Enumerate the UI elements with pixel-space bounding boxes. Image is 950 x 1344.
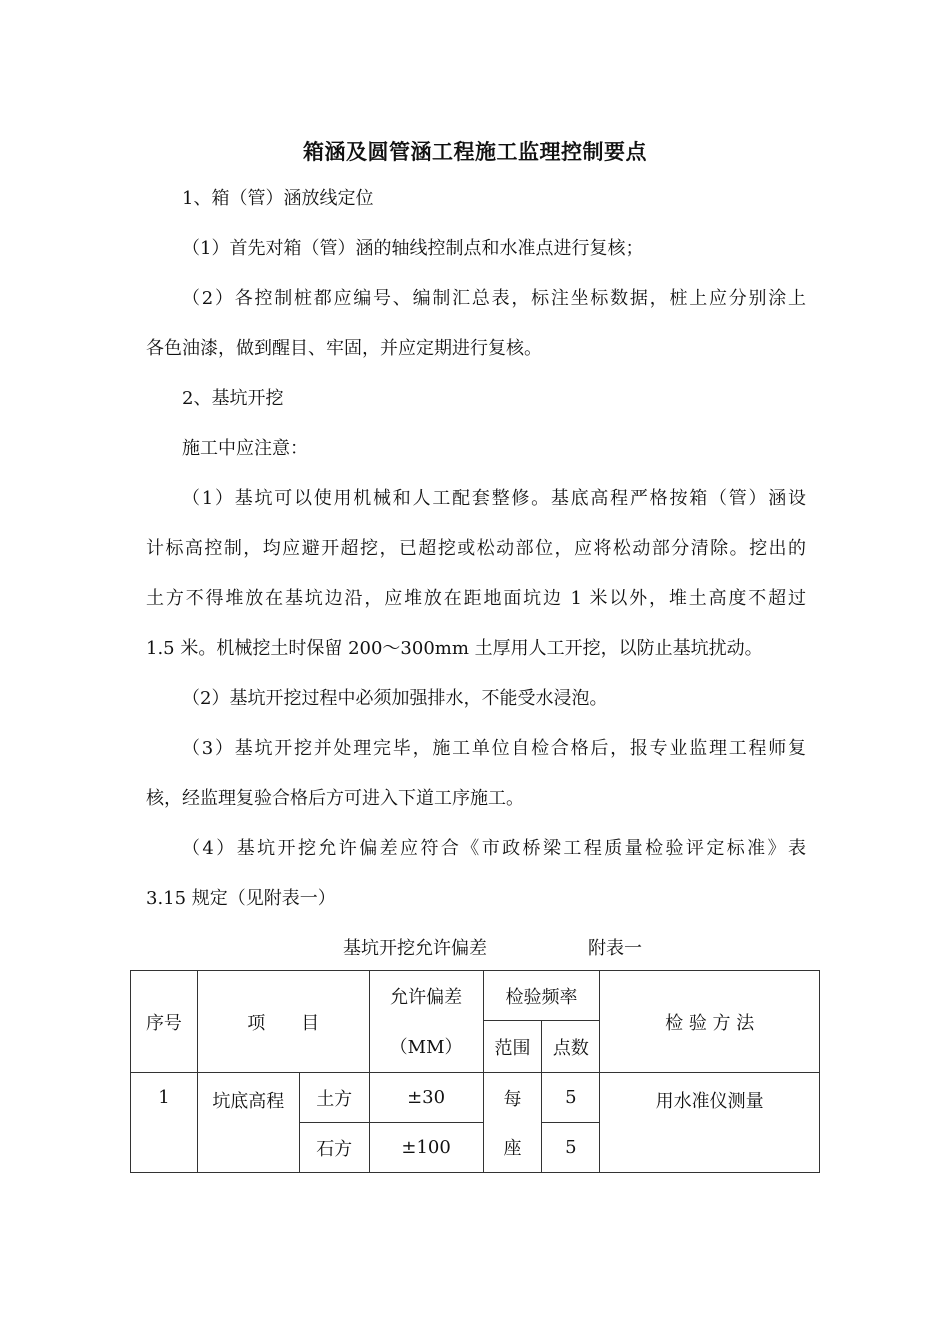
header-range: 范围	[483, 1021, 542, 1073]
header-tolerance-line1: 允许偏差	[369, 971, 483, 1021]
header-points: 点数	[542, 1021, 600, 1073]
document-title: 箱涵及圆管涵工程施工监理控制要点	[303, 139, 647, 164]
row-item: 坑底高程	[197, 1073, 299, 1173]
paragraph-2-2: （2）基坑开挖过程中必须加强排水，不能受水浸泡。	[182, 688, 608, 709]
header-frequency: 检验频率	[483, 971, 600, 1021]
header-tolerance-line2: （MM）	[369, 1021, 483, 1073]
header-method: 检 验 方 法	[600, 971, 820, 1073]
row-sub2-tolerance: ±100	[369, 1123, 483, 1173]
row-sub1-tolerance: ±30	[369, 1073, 483, 1123]
row-sub2: 石方	[299, 1123, 369, 1173]
section-2-intro: 施工中应注意：	[182, 438, 308, 459]
paragraph-2-4: （4）基坑开挖允许偏差应符合《市政桥梁工程质量检验评定标准》表 3.15 规定（见附表一）	[146, 838, 806, 909]
deviation-table	[130, 970, 820, 1173]
paragraph-1-2: （2）各控制桩都应编号、编制汇总表，标注坐标数据，桩上应分别涂上 各色油漆，做到醒目、牢固，并应定期进行复核。	[146, 288, 806, 359]
row-range-line1: 每	[483, 1073, 542, 1123]
row-method: 用水准仪测量	[600, 1073, 820, 1173]
row-points2: 5	[542, 1123, 600, 1173]
paragraph-2-1: （1）基坑可以使用机械和人工配套整修。基底高程严格按箱（管）涵设 计标高控制，均应避开超挖，已超挖或松动部位，应将松动部分清除。挖出的 土方不得堆放在基坑边沿，应堆放在距地面坑边 1 米以外，堆土高度不超过 1.5 米。机械挖土时保留 200～300mm 土厚用人工开挖，以防止基坑扰动。	[146, 488, 806, 659]
header-no: 序号	[131, 971, 198, 1073]
table-attachment-label: 附表一	[588, 938, 642, 959]
row-points1: 5	[542, 1073, 600, 1123]
row-sub1: 土方	[299, 1073, 369, 1123]
table-caption: 基坑开挖允许偏差	[343, 938, 487, 959]
section-heading-1: 1、箱（管）涵放线定位	[182, 188, 374, 209]
paragraph-2-3: （3）基坑开挖并处理完毕，施工单位自检合格后，报专业监理工程师复 核，经监理复验合格后方可进入下道工序施工。	[146, 738, 806, 809]
row-no: 1	[131, 1073, 198, 1173]
header-item: 项 目	[197, 971, 369, 1073]
section-heading-2: 2、基坑开挖	[182, 388, 284, 409]
row-range-line2: 座	[483, 1123, 542, 1173]
paragraph-1-1: （1）首先对箱（管）涵的轴线控制点和水准点进行复核；	[182, 238, 644, 259]
